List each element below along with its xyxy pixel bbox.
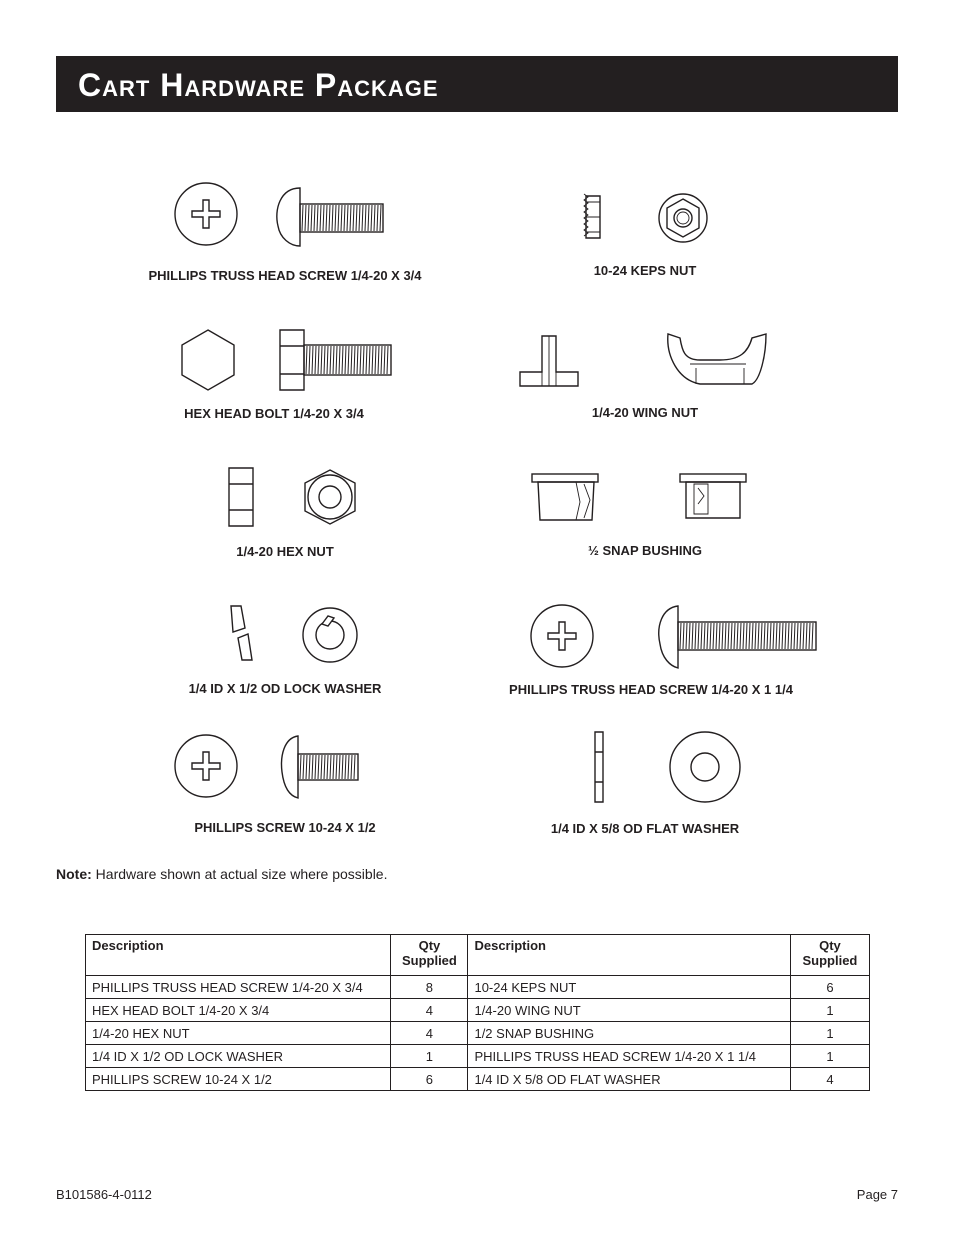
header-qty-left: Qty Supplied — [391, 935, 468, 976]
right-qty: 1 — [790, 1045, 869, 1068]
left-description: 1/4 ID X 1/2 OD LOCK WASHER — [86, 1045, 391, 1068]
right-qty: 1 — [790, 999, 869, 1022]
table-row — [86, 999, 870, 1022]
caption-truss-114: PHILLIPS TRUSS HEAD SCREW 1/4-20 X 1 1/4 — [509, 682, 793, 697]
caption-snap-bushing: ½ SNAP BUSHING — [588, 543, 702, 558]
left-qty: 1 — [391, 1045, 468, 1068]
caption-keps-nut: 10-24 KEPS NUT — [593, 263, 697, 278]
table-row — [86, 1022, 870, 1045]
hardware-table — [85, 934, 870, 1091]
truss-screw-114-icon — [528, 602, 828, 672]
right-description: 1/4-20 WING NUT — [468, 999, 790, 1022]
keps-nut-illustration — [580, 186, 720, 246]
note-label: Note: — [56, 866, 92, 882]
left-qty: 6 — [391, 1068, 468, 1091]
left-description: PHILLIPS SCREW 10-24 X 1/2 — [86, 1068, 391, 1091]
right-description: 1/2 SNAP BUSHING — [468, 1022, 790, 1045]
truss-screw-34-icon — [172, 180, 392, 250]
table-row — [86, 1068, 870, 1091]
note-text: Hardware shown at actual size where possible. — [91, 866, 388, 882]
right-qty: 1 — [790, 1022, 869, 1045]
header-description-left: Description — [86, 935, 391, 976]
header-description-right: Description — [468, 935, 790, 976]
hex-bolt-icon — [180, 328, 400, 393]
table-header-row — [86, 935, 870, 976]
truss-screw-114-illustration — [528, 602, 828, 672]
left-qty: 8 — [391, 976, 468, 999]
lock-washer-illustration — [226, 604, 366, 666]
caption-flat-washer: 1/4 ID X 5/8 OD FLAT WASHER — [550, 821, 740, 836]
caption-wing-nut: 1/4-20 WING NUT — [591, 405, 699, 420]
document-number: B101586-4-0112 — [56, 1187, 152, 1202]
right-description: PHILLIPS TRUSS HEAD SCREW 1/4-20 X 1 1/4 — [468, 1045, 790, 1068]
flat-washer-icon — [590, 730, 730, 806]
right-qty: 4 — [790, 1068, 869, 1091]
caption-phillips-screw: PHILLIPS SCREW 10-24 X 1/2 — [194, 820, 376, 835]
hex-nut-illustration — [225, 466, 365, 528]
right-description: 1/4 ID X 5/8 OD FLAT WASHER — [468, 1068, 790, 1091]
left-description: 1/4-20 HEX NUT — [86, 1022, 391, 1045]
page-number: Page 7 — [856, 1187, 898, 1202]
right-qty: 6 — [790, 976, 869, 999]
keps-nut-icon — [580, 186, 720, 246]
snap-bushing-illustration — [528, 470, 758, 526]
hex-bolt-illustration — [180, 328, 400, 393]
lock-washer-icon — [226, 604, 366, 666]
truss-screw-34-illustration — [172, 180, 392, 250]
left-qty: 4 — [391, 1022, 468, 1045]
left-description: HEX HEAD BOLT 1/4-20 X 3/4 — [86, 999, 391, 1022]
table-row — [86, 1045, 870, 1068]
right-description: 10-24 KEPS NUT — [468, 976, 790, 999]
wing-nut-icon — [520, 330, 780, 390]
phillips-screw-illustration — [172, 732, 392, 802]
phillips-screw-icon — [172, 732, 392, 802]
left-description: PHILLIPS TRUSS HEAD SCREW 1/4-20 X 3/4 — [86, 976, 391, 999]
hex-nut-icon — [225, 466, 365, 528]
table-row — [86, 976, 870, 999]
header-qty-right: Qty Supplied — [790, 935, 869, 976]
caption-lock-washer: 1/4 ID X 1/2 OD LOCK WASHER — [188, 681, 382, 696]
caption-hex-bolt: HEX HEAD BOLT 1/4-20 X 3/4 — [184, 406, 364, 421]
snap-bushing-icon — [528, 470, 758, 526]
flat-washer-illustration — [590, 730, 730, 806]
page-title: Cart Hardware Package — [78, 67, 439, 103]
caption-truss-34: PHILLIPS TRUSS HEAD SCREW 1/4-20 X 3/4 — [148, 268, 422, 283]
title-bar — [56, 56, 898, 112]
caption-hex-nut: 1/4-20 HEX NUT — [236, 544, 334, 559]
note — [56, 866, 387, 882]
left-qty: 4 — [391, 999, 468, 1022]
wing-nut-illustration — [520, 330, 780, 390]
